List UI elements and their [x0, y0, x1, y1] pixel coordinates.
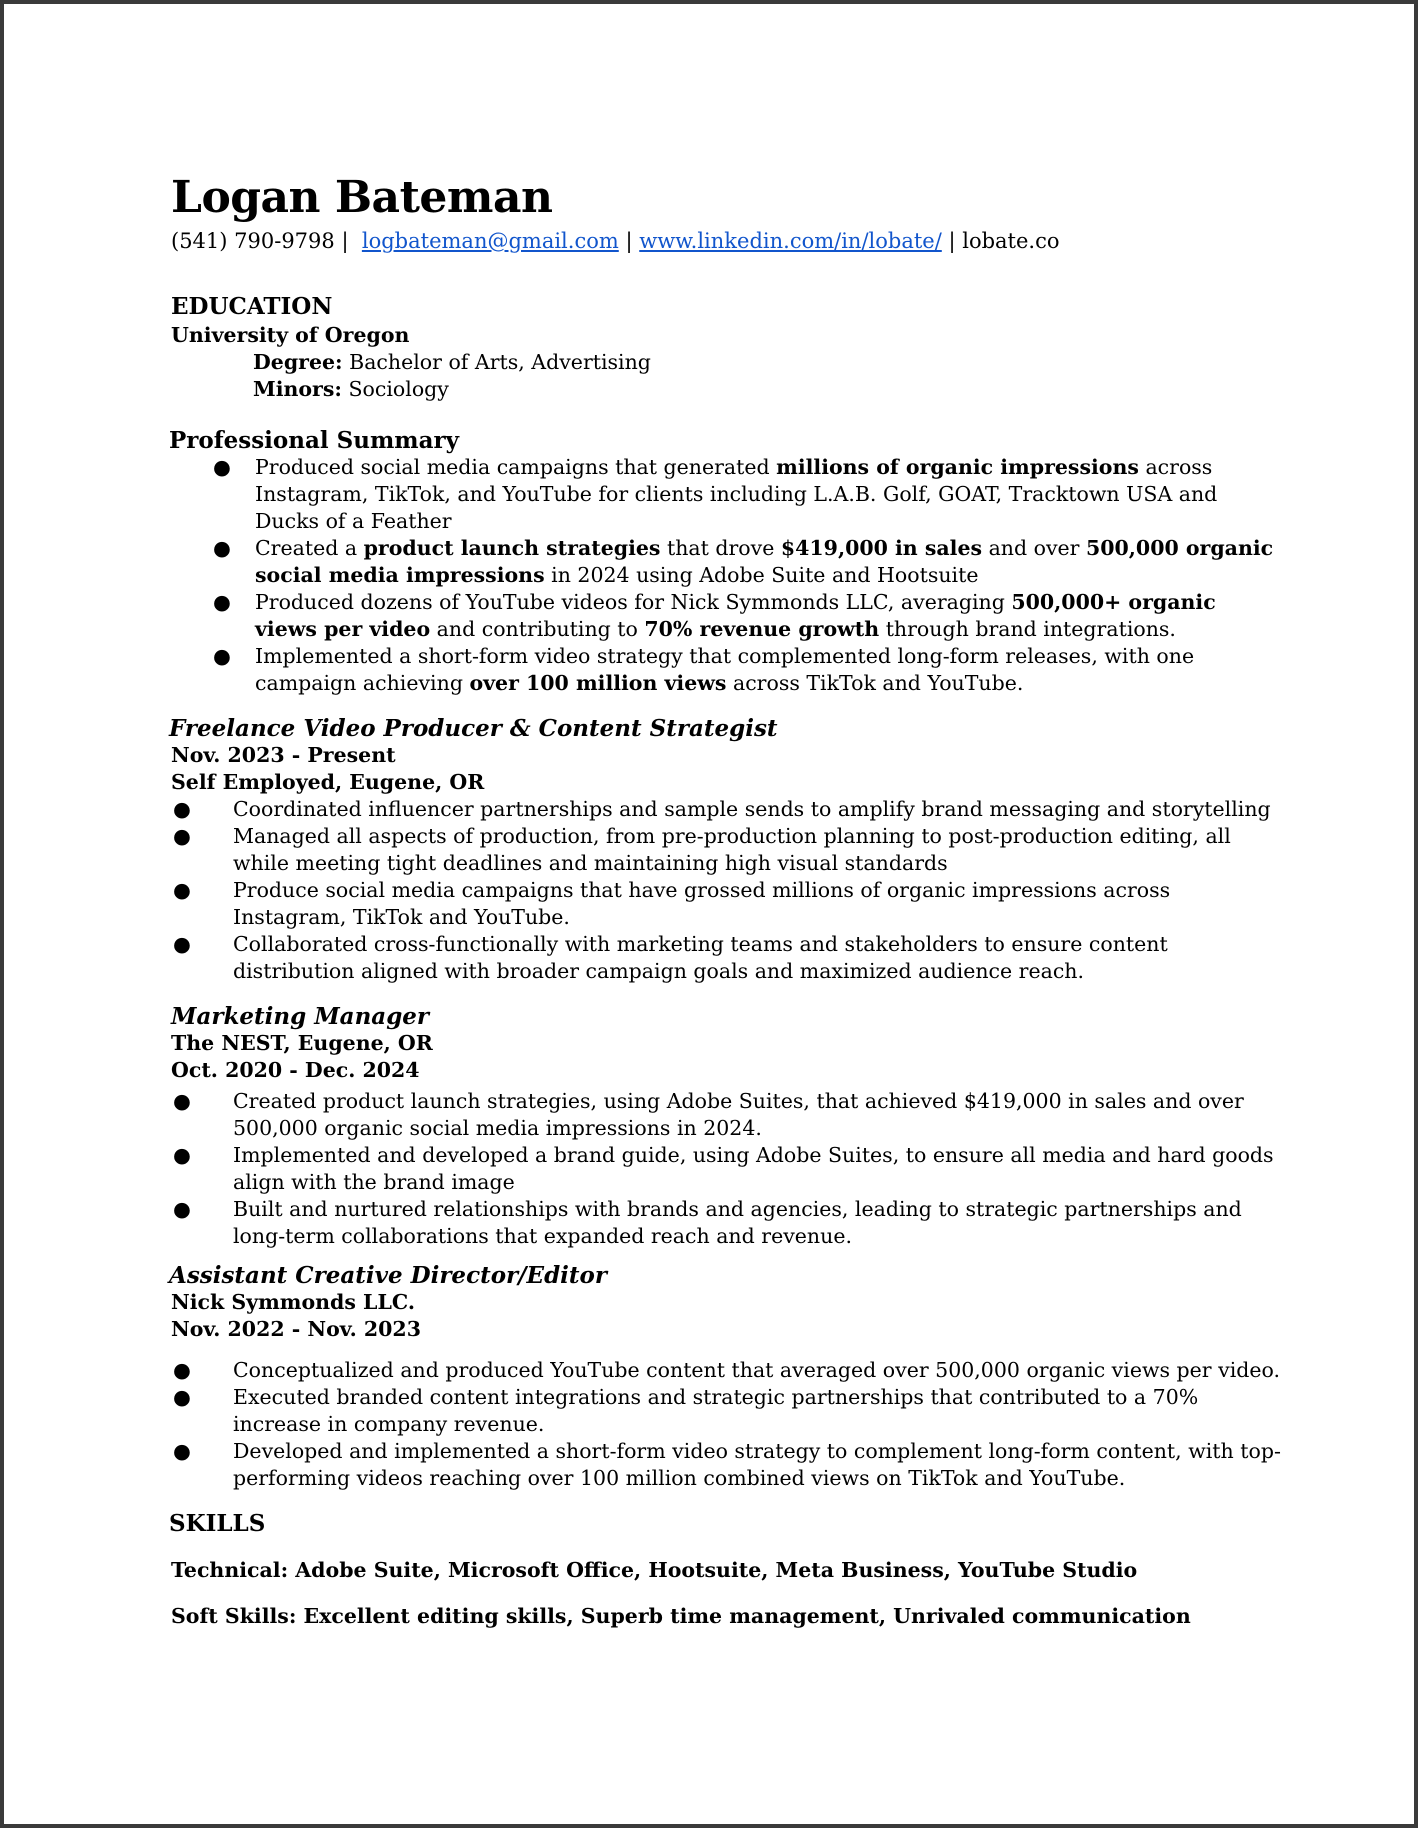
emphasis: 500,000+ organic views per video: [255, 590, 1216, 641]
contact-line: [171, 228, 1281, 255]
bullet-icon: ●: [173, 1385, 191, 1409]
skills-heading: SKILLS: [169, 1510, 266, 1537]
resume-content: [171, 172, 1281, 1630]
phone: (541) 790-9798 |: [171, 229, 349, 253]
skills-section: [171, 1510, 1281, 1630]
education-section: [171, 293, 1281, 403]
text: in 2024 using Adobe Suite and Hootsuite: [544, 563, 979, 587]
summary-item: [171, 535, 1281, 589]
minors-line: [171, 376, 1281, 403]
linkedin-link[interactable]: www.linkedin.com/in/lobate/: [639, 229, 942, 253]
bullet-icon: ●: [213, 455, 231, 479]
text: Implemented a short-form video strategy that complemented long-form releases, with one campaign achieving: [255, 644, 1195, 695]
text: Conceptualized and produced YouTube content that averaged over 500,000 organic views per video.: [233, 1358, 1281, 1382]
degree-line: [171, 349, 1281, 376]
job-bullet: [171, 823, 1281, 877]
text: Produced dozens of YouTube videos for Nick Symmonds LLC, averaging: [255, 590, 1012, 614]
contact-separator: |: [625, 229, 633, 253]
website: | lobate.co: [948, 229, 1060, 253]
job-bullet: [171, 1142, 1281, 1196]
job-dates: Nov. 2023 - Present: [171, 743, 396, 767]
text: across TikTok and YouTube.: [726, 671, 1024, 695]
bullet-icon: ●: [173, 1439, 191, 1463]
job-bullets: [171, 1357, 1281, 1492]
text: Produced social media campaigns that generated: [255, 455, 777, 479]
bullet-icon: ●: [173, 1143, 191, 1167]
education-heading: EDUCATION: [171, 293, 333, 320]
job-bullet: [171, 1088, 1281, 1142]
bullet-icon: ●: [173, 797, 191, 821]
text: Developed and implemented a short-form video strategy to complement long-form content, with top-performing videos reaching over 100 million combined views on TikTok and YouTube.: [233, 1439, 1281, 1490]
job-bullet: [171, 877, 1281, 931]
emphasis: 70% revenue growth: [644, 617, 880, 641]
job-bullets: [171, 1088, 1281, 1250]
job-bullet: [171, 1196, 1281, 1250]
minors-value: Sociology: [348, 377, 449, 401]
text: and contributing to: [430, 617, 645, 641]
summary-list: [171, 454, 1281, 697]
bullet-icon: ●: [213, 536, 231, 560]
degree-label: Degree:: [253, 350, 343, 374]
text: Coordinated influencer partnerships and sample sends to amplify brand messaging and storytelling: [233, 797, 1271, 821]
bullet-icon: ●: [173, 1089, 191, 1113]
job-dates: Nov. 2022 - Nov. 2023: [171, 1317, 421, 1341]
emphasis: product launch strategies: [363, 536, 661, 560]
bullet-icon: ●: [173, 1197, 191, 1221]
job-bullet: [171, 1357, 1281, 1384]
bullet-icon: ●: [173, 878, 191, 902]
summary-item: [171, 589, 1281, 643]
text: Built and nurtured relationships with brands and agencies, leading to strategic partnerships and long-term collaborations that expanded reach and revenue.: [233, 1197, 1242, 1248]
emphasis: $419,000 in sales: [780, 536, 983, 560]
bullet-icon: ●: [173, 932, 191, 956]
job-employer: The NEST, Eugene, OR: [171, 1031, 433, 1055]
bullet-icon: ●: [213, 644, 231, 668]
bullet-icon: ●: [213, 590, 231, 614]
technical-skills: Technical: Adobe Suite, Microsoft Office, Hootsuite, Meta Business, YouTube Studio: [171, 1558, 1138, 1582]
text: and over: [982, 536, 1086, 560]
summary-section: [171, 427, 1281, 697]
job-employer: Self Employed, Eugene, OR: [171, 770, 485, 794]
job-title: Marketing Manager: [171, 1003, 430, 1030]
degree-value: Bachelor of Arts, Advertising: [349, 350, 651, 374]
text: Collaborated cross-functionally with marketing teams and stakeholders to ensure content distribution aligned with broader campaign goals and maximized audience reach.: [233, 932, 1168, 983]
text: through brand integrations.: [879, 617, 1176, 641]
text: across Instagram, TikTok, and YouTube for clients including L.A.B. Golf, GOAT, Tracktown USA and Ducks of a Feather: [255, 455, 1218, 533]
bullet-icon: ●: [173, 824, 191, 848]
job-bullet: [171, 1384, 1281, 1438]
job-title: Assistant Creative Director/Editor: [169, 1262, 607, 1289]
job-employer: Nick Symmonds LLC.: [171, 1290, 415, 1314]
minors-label: Minors:: [253, 377, 342, 401]
job-assistant-creative-director: [171, 1262, 1281, 1492]
emphasis: 500,000 organic social media impressions: [255, 536, 1274, 587]
text: Implemented and developed a brand guide, using Adobe Suites, to ensure all media and hard goods align with the brand image: [233, 1143, 1274, 1194]
job-bullet: [171, 931, 1281, 985]
summary-item: [171, 454, 1281, 535]
text: Executed branded content integrations and strategic partnerships that contributed to a 70% increase in company revenue.: [233, 1385, 1199, 1436]
job-bullet: [171, 796, 1281, 823]
job-freelance: [171, 715, 1281, 985]
job-marketing-manager: [171, 1003, 1281, 1250]
job-bullet: [171, 1438, 1281, 1492]
text: Created a: [255, 536, 364, 560]
summary-item: [171, 643, 1281, 697]
text: Created product launch strategies, using Adobe Suites, that achieved $419,000 in sales and over 500,000 organic social media impressions in 2024.: [233, 1089, 1244, 1140]
job-dates: Oct. 2020 - Dec. 2024: [171, 1058, 420, 1082]
summary-heading: Professional Summary: [169, 427, 460, 454]
job-title: Freelance Video Producer & Content Strategist: [169, 715, 778, 742]
text: Produce social media campaigns that have grossed millions of organic impressions across Instagram, TikTok and YouTube.: [233, 878, 1171, 929]
school-name: University of Oregon: [171, 323, 410, 347]
soft-skills: Soft Skills: Excellent editing skills, Superb time management, Unrivaled communication: [171, 1604, 1191, 1628]
text: that drove: [660, 536, 781, 560]
text: Managed all aspects of production, from pre-production planning to post-production editing, all while meeting tight deadlines and maintaining high visual standards: [233, 824, 1231, 875]
email-link[interactable]: logbateman@gmail.com: [361, 229, 619, 253]
emphasis: millions of organic impressions: [776, 455, 1139, 479]
job-bullets: [171, 796, 1281, 985]
emphasis: over 100 million views: [469, 671, 727, 695]
candidate-name: Logan Bateman: [171, 172, 553, 223]
bullet-icon: ●: [173, 1358, 191, 1382]
